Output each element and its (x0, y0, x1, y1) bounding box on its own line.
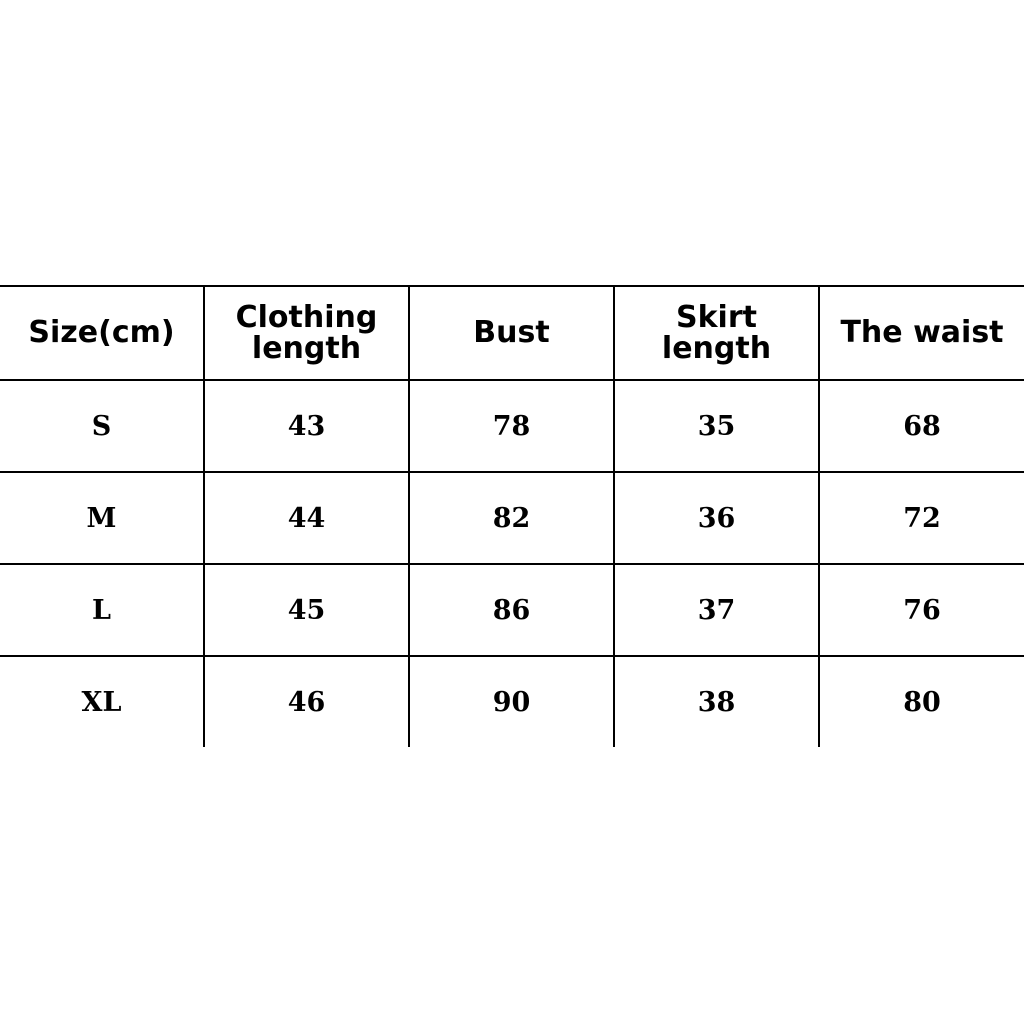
size-chart-table (0, 285, 1024, 747)
column-header-size: Size(cm) (0, 286, 204, 380)
column-header-clothing-length: Clothing length (204, 286, 409, 380)
table-row (0, 380, 1024, 472)
cell-skirt-length: 37 (614, 564, 819, 656)
column-header-bust: Bust (409, 286, 614, 380)
cell-size: XL (0, 656, 204, 747)
cell-skirt-length: 36 (614, 472, 819, 564)
cell-size: S (0, 380, 204, 472)
cell-waist: 68 (819, 380, 1024, 472)
cell-waist: 72 (819, 472, 1024, 564)
cell-skirt-length: 38 (614, 656, 819, 747)
table-row (0, 656, 1024, 747)
cell-clothing-length: 44 (204, 472, 409, 564)
cell-clothing-length: 46 (204, 656, 409, 747)
cell-clothing-length: 43 (204, 380, 409, 472)
cell-bust: 90 (409, 656, 614, 747)
cell-clothing-length: 45 (204, 564, 409, 656)
cell-bust: 78 (409, 380, 614, 472)
cell-waist: 80 (903, 686, 941, 718)
column-header-waist: The waist (819, 286, 1024, 380)
cell-waist: 76 (819, 564, 1024, 656)
cell-bust: 86 (409, 564, 614, 656)
table-row (0, 564, 1024, 656)
size-chart-table-container (0, 285, 1024, 747)
table-header-row (0, 286, 1024, 380)
cell-bust: 82 (409, 472, 614, 564)
column-header-skirt-length: Skirt length (614, 286, 819, 380)
cell-size: M (0, 472, 204, 564)
cell-skirt-length: 35 (614, 380, 819, 472)
table-row (0, 472, 1024, 564)
cell-size: L (0, 564, 204, 656)
